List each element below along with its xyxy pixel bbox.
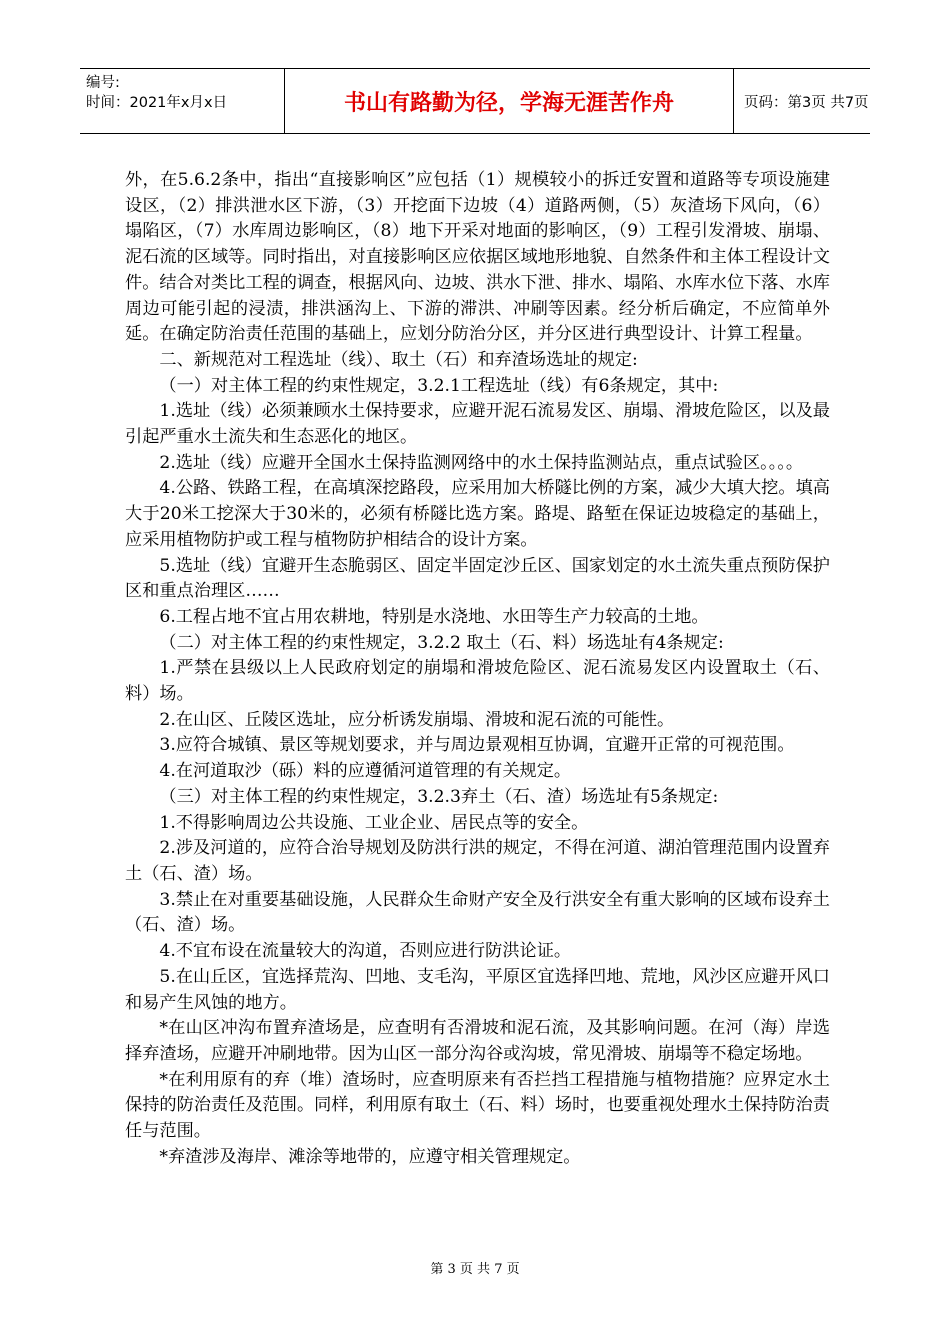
paragraph: 5.在山丘区，宜选择荒沟、凹地、支毛沟，平原区宜选择凹地、荒地，风沙区应避开风口和易产生风蚀的地方。 (125, 966, 830, 1013)
paragraph: 4.公路、铁路工程，在高填深挖路段，应采用加大桥隧比例的方案，减少大填大挖。填高大于20米工挖深大于30米的，必须有桥隧比选方案。路堤、路堑在保证边坡稳定的基础上，应采用植物防护或工程与植物防护相结合的设计方案。 (125, 478, 830, 550)
paragraph: *弃渣涉及海岸、滩涂等地带的，应遵守相关管理规定。 (159, 1146, 581, 1167)
paragraph: 4.不宜布设在流量较大的沟道，否则应进行防洪论证。 (159, 941, 572, 962)
header-page-info: 页码：第3页 共7页 (744, 94, 869, 111)
paragraph: 3.禁止在对重要基础设施，人民群众生命财产安全及行洪安全有重大影响的区域布设弃土（石、渣）场。 (125, 889, 830, 936)
document-body (125, 168, 830, 1170)
paragraph: 2.涉及河道的，应符合治导规划及防洪行洪的规定，不得在河道、湖泊管理范围内设置弃土（石、渣）场。 (125, 838, 830, 884)
paragraph: 5.选址（线）宜避开生态脆弱区、固定半固定沙丘区、国家划定的水土流失重点预防保护区和重点治理区…… (125, 555, 830, 602)
page-header (80, 68, 870, 134)
paragraph: 3.应符合城镇、景区等规划要求，并与周边景观相互协调，宜避开正常的可视范围。 (159, 735, 795, 756)
paragraph: 外，在5.6.2条中，指出“直接影响区”应包括（1）规模较小的拆迁安置和道路等专项设施建设区，（2）排洪泄水区下游，（3）开挖面下边坡（4）道路两侧，（5）灰渣场下风向，（6）塌陷区，（7）水库周边影响区，（8）地下开采对地面的影响区，（9）工程引发滑坡、崩塌、泥石流的区域等。同时指出，对直接影响区应依据区域地形地貌、自然条件和主体工程设计文件。结合对类比工程的调查，根据风向、边坡、洪水下泄、排水、塌陷、水库水位下落、水库周边可能引起的浸渍，排洪涵沟上、下游的滞洪、冲刷等因素。经分析后确定，不应简单外延。在确定防治责任范围的基础上，应划分防治分区，并分区进行典型设计、计算工程量。 (125, 170, 830, 345)
header-motto: 书山有路勤为径，学海无涯苦作舟 (284, 69, 734, 133)
paragraph: 2.在山区、丘陵区选址，应分析诱发崩塌、滑坡和泥石流的可能性。 (159, 709, 675, 730)
paragraph: 1.不得影响周边公共设施、工业企业、居民点等的安全。 (159, 812, 589, 833)
page-footer: 第 3 页 共 7 页 (430, 1262, 520, 1277)
header-meta (80, 69, 284, 133)
paragraph: 6.工程占地不宜占用农耕地，特别是水浇地、水田等生产力较高的土地。 (159, 606, 709, 627)
paragraph: （一）对主体工程的约束性规定，3.2.1工程选址（线）有6条规定，其中: (159, 375, 719, 396)
document-number-label: 编号: (86, 75, 120, 91)
paragraph: 2.选址（线）应避开全国水土保持监测网络中的水土保持监测站点，重点试验区。。。。 (159, 452, 804, 473)
paragraph: 4.在河道取沙（砾）料的应遵循河道管理的有关规定。 (159, 761, 572, 782)
paragraph: （二）对主体工程的约束性规定，3.2.2 取土（石、料）场选址有4条规定: (159, 632, 724, 653)
paragraph: 1.选址（线）必须兼顾水土保持要求，应避开泥石流易发区、崩塌、滑坡危险区，以及最引起严重水土流失和生态恶化的地区。 (125, 401, 830, 448)
document-date-label: 时间：2021年x月x日 (86, 95, 228, 111)
paragraph: 二、新规范对工程选址（线）、取土（石）和弃渣场选址的规定: (159, 349, 638, 370)
paragraph: （三）对主体工程的约束性规定，3.2.3弃土（石、渣）场选址有5条规定: (159, 786, 719, 807)
paragraph: 1.严禁在县级以上人民政府划定的崩塌和滑坡危险区、泥石流易发区内设置取土（石、料）场。 (125, 658, 830, 705)
paragraph: *在山区冲沟布置弃渣场是，应查明有否滑坡和泥石流，及其影响问题。在河（海）岸选择弃渣场，应避开冲刷地带。因为山区一部分沟谷或沟坡，常见滑坡、崩塌等不稳定场地。 (125, 1018, 830, 1064)
paragraph: *在利用原有的弃（堆）渣场时，应查明原来有否拦挡工程措施与植物措施？应界定水土保持的防治责任及范围。同样，利用原有取土（石、料）场时，也要重视处理水土保持防治责任与范围。 (125, 1069, 830, 1142)
